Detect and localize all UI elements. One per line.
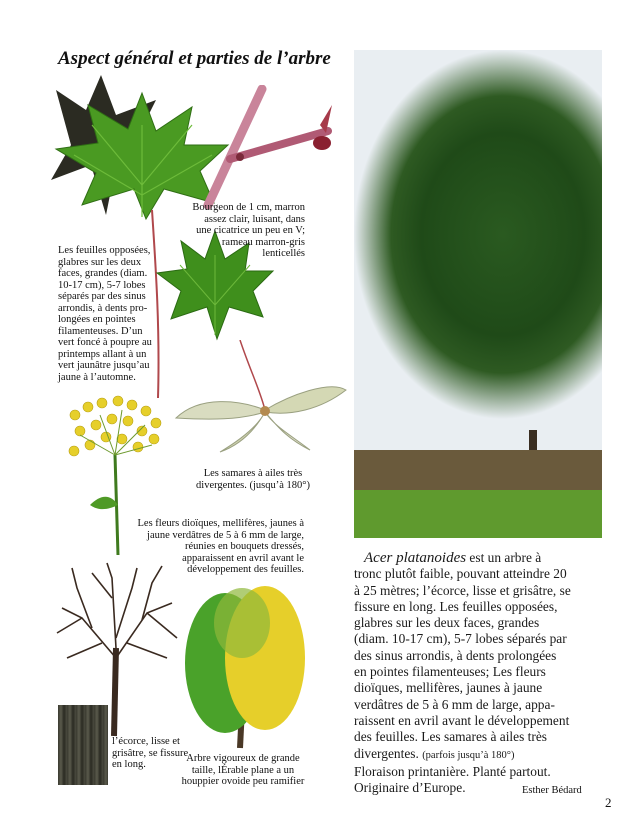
tree-caption: Arbre vigoureux de grande taille, lÉrable plane a un houppier ovoide peu ramifier xyxy=(181,753,305,787)
tree-photo xyxy=(354,50,602,538)
flowers-caption: Les fleurs dioïques, mellifères, jaunes à jaune verdâtres de 5 à 6 mm de large, réunies en bouquets dressés, apparaissent en avril avant le développement des feuilles. xyxy=(137,518,304,575)
bark-icon xyxy=(58,705,108,785)
twig-bud-icon xyxy=(200,85,340,210)
author-name: Esther Bédard xyxy=(522,785,582,796)
main-description: Acer platanoides est un arbre à tronc plutôt faible, pouvant atteindre 20 à 25 mètres; l’écorce, lisse et grisâtre, se fissure en long. Les feuilles opposées, glabres sur les deux faces, grandes (diam. 10-17 cm), 5-7 lobes séparés par des sinus arrondis, à dents prolongées en pointes filamenteuses; Les fleurs dioïques, mellifères, jaunes à jaune verdâtres de 5 à 6 mm de large, appa- raissent en avril avant le développement des feuilles. Les samares à ailes très divergentes. (parfois jusqu’à 180°) Floraison printanière. Planté partout. Originaire d’Europe. xyxy=(354,550,604,796)
bud-caption: Bourgeon de 1 cm, marron assez clair, luisant, dans une cicatrice un peu en V; rameau marron-gris lenticellés xyxy=(192,202,305,259)
samaras-caption: Les samares à ailes très divergentes. (jusqu’à 180°) xyxy=(196,468,310,491)
main-line-first: Acer platanoides est un arbre à xyxy=(364,550,542,566)
main-line-divergentes: divergentes. (parfois jusqu’à 180°) xyxy=(354,745,515,761)
samara-icon xyxy=(170,340,350,460)
leaves-caption: Les feuilles opposées, glabres sur les deux faces, grandes (diam. 10-17 cm), 5-7 lobes séparés par des sinus arrondis, à dents pro- longées en pointes filamenteuses. D’un vert foncé à poupre au printemps allant à un vert jaunâtre jusqu’au jaune à l’automne. xyxy=(58,245,152,383)
tree-icon xyxy=(180,578,310,753)
bark-caption: l’écorce, lisse et grisâtre, se fissure en long. xyxy=(112,736,189,770)
page-number: 2 xyxy=(605,795,612,810)
page-title: Aspect général et parties de l’arbre xyxy=(58,48,331,69)
species-name: Acer platanoides xyxy=(364,550,467,566)
